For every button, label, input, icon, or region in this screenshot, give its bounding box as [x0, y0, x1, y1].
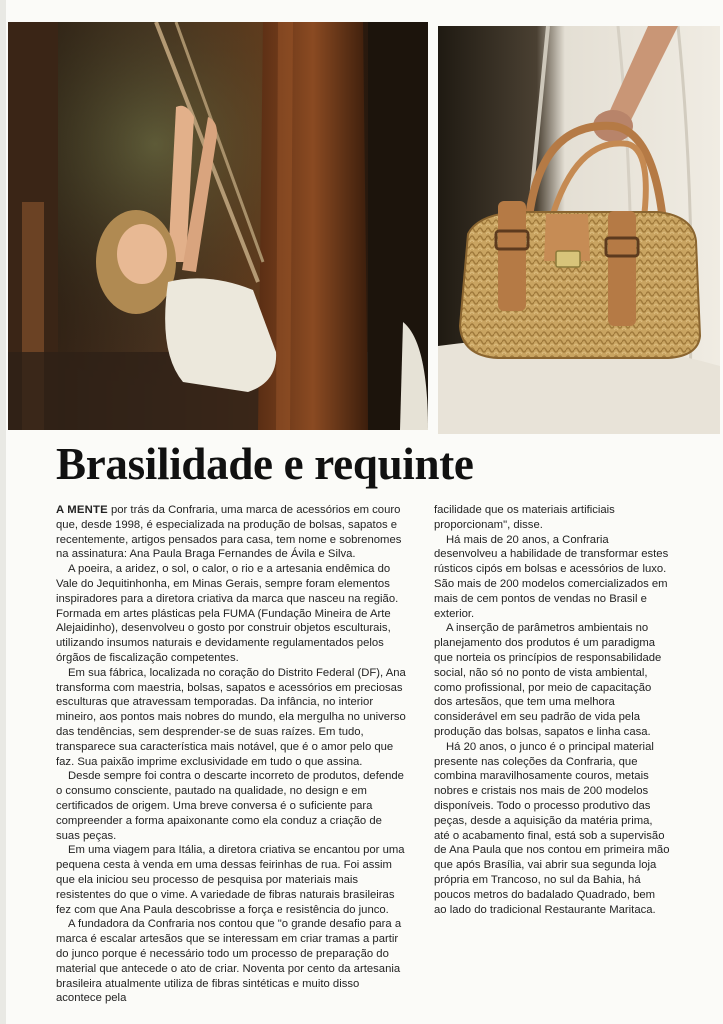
- paragraph-1-text: por trás da Confraria, uma marca de acessórios em couro que, desde 1998, é especializada na produção de bolsas, sapatos e recentemente, artigos pensados para casa, tem nome e sobrenomes na assinatura: Ana Paula Braga Fernandes de Ávila e Silva.: [56, 504, 402, 561]
- article-left-column: [56, 503, 408, 1006]
- article-right-column: [434, 503, 670, 917]
- paragraph-2: A poeira, a aridez, o sol, o calor, o rio e a artesania endêmica do Vale do Jequitinhonha, em Minas Gerais, sempre foram elementos inspiradores para a diretora criativa da marca que nasceu na região. Formada em artes plásticas pela FUMA (Fundação Mineira de Arte Alejaidinho), desenvolveu o gosto por construir objetos esculturais, utilizando insumos naturais e devidamente regulamentados pelos órgãos de fiscalização competentes.: [56, 563, 399, 664]
- lead-word: A MENTE: [56, 504, 108, 516]
- paragraph-9: A inserção de parâmetros ambientais no planejamento dos produtos é um paradigma que norteia os princípios de responsabilidade social, não só no ponto de vista ambiental, como profissional, por meio de capacitação dos artesãos, que tem uma melhora considerável em seu padrão de vida pela produção das bolsas, sapatos e linha casa.: [434, 622, 662, 738]
- paragraph-4: Desde sempre foi contra o descarte incorreto de produtos, defende o consumo consciente, pautado na qualidade, no design e em certificados de origem. Uma breve conversa é o suficiente para compreender a forma apaixonante como ela conduz a criação de suas peças.: [56, 770, 404, 842]
- article-headline: Brasilidade e requinte: [56, 439, 474, 489]
- paragraph-6: A fundadora da Confraria nos contou que "o grande desafio para a marca é escalar artesãos que se interessam em criar tramas a partir do junco porque é necessário todo um processo de preparação do material que antecede o ato de criar. Noventa por cento da artesania brasileira atualmente utiliza de fibras sintéticas e muito disso acontece pela: [56, 918, 402, 1005]
- scan-edge: [0, 0, 6, 1024]
- paragraph-3: Em sua fábrica, localizada no coração do Distrito Federal (DF), Ana transforma com maestria, bolsas, sapatos e acessórios em preciosas esculturas que atravessam temporadas. Da infância, no interior mineiro, aos pontos mais nobres do mundo, ela mergulha no universo das tendências, sem desprender-se de suas raízes. Em tudo, transparece sua característica mais notável, que é o amor pelo que faz. Sua paixão imprime exclusividade em tudo o que assina.: [56, 666, 406, 768]
- paragraph-10: Há 20 anos, o junco é o principal material presente nas coleções da Confraria, que combina maravilhosamente couros, metais nobres e cristais nos mais de 200 modelos disponíveis. Todo o processo produtivo das peças, desde a aquisição da matéria prima, até o acabamento final, está sob a supervisão de Ana Paula que nos contou em primeira mão que após Brasília, vai abrir sua segunda loja própria em Trancoso, no sul da Bahia, há poucos metros do badalado Quadrado, bem ao lado do tradicional Restaurante Maritaca.: [434, 740, 670, 916]
- woman-on-rope-swing-photo: [8, 22, 428, 430]
- paragraph-5: Em uma viagem para Itália, a diretora criativa se encantou por uma pequena cesta à venda em uma dessas feirinhas de rua. Foi assim que ela iniciou seu processo de pesquisa por materiais mais resistentes do que o vime. A variedade de fibras naturais brasileiras fez com que Ana Paula descobrisse a força e resistência do junco.: [56, 844, 405, 916]
- paragraph-7: facilidade que os materiais artificiais proporcionam", disse.: [434, 504, 615, 531]
- straw-handbag-photo: [438, 26, 720, 434]
- paragraph-1: [56, 503, 408, 562]
- paragraph-8: Há mais de 20 anos, a Confraria desenvolveu a habilidade de transformar estes rústicos cipós em bolsas e acessórios de luxo. São mais de 200 modelos comercializados em mais de cem pontos de vendas no Brasil e exterior.: [434, 533, 669, 620]
